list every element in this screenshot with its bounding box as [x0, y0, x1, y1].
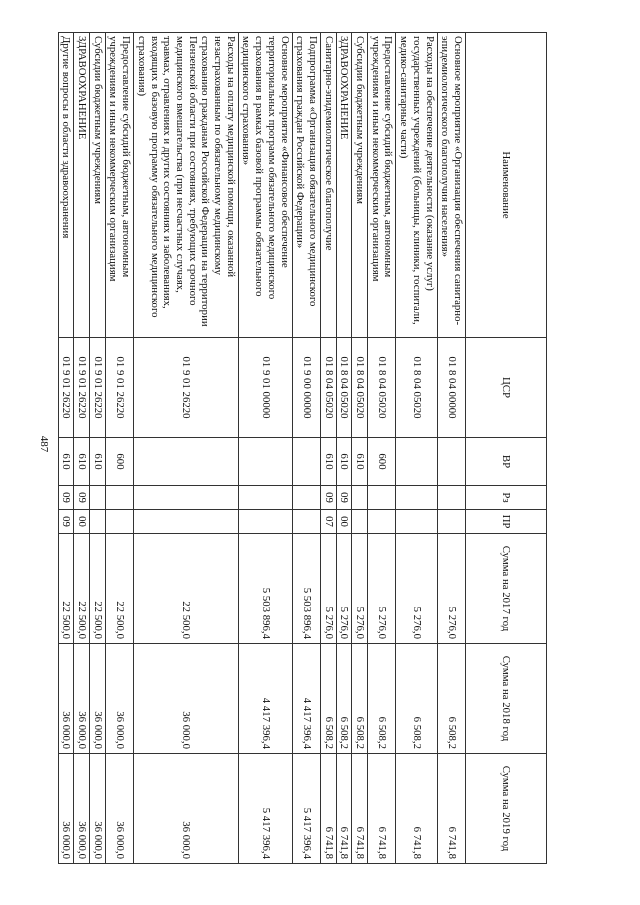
cell-sum-2018: 6 508,2	[368, 644, 396, 754]
cell-csr: 01 9 01 26220	[58, 338, 74, 438]
cell-sum-2019: 6 741,8	[437, 754, 465, 864]
cell-csr: 01 8 04 05020	[352, 338, 368, 438]
cell-rz	[352, 486, 368, 510]
cell-sum-2019: 6 741,8	[352, 754, 368, 864]
cell-vr	[437, 438, 465, 486]
budget-table	[58, 32, 547, 864]
cell-pr	[90, 510, 106, 534]
cell-sum-2017: 22 500,0	[105, 534, 133, 644]
table-row	[352, 33, 368, 864]
table-row	[238, 33, 292, 864]
cell-csr: 01 9 00 00000	[292, 338, 320, 438]
header-vr: ВР	[466, 438, 547, 486]
cell-csr: 01 8 04 05020	[320, 338, 336, 438]
cell-rz	[437, 486, 465, 510]
cell-sum-2017: 5 503 896,4	[238, 534, 292, 644]
cell-pr	[134, 510, 239, 534]
cell-sum-2018: 36 000,0	[105, 644, 133, 754]
cell-sum-2017: 5 503 896,4	[292, 534, 320, 644]
cell-vr: 610	[90, 438, 106, 486]
cell-name: Санитарно-эпидемиологическое благополучие	[320, 33, 336, 338]
cell-rz	[105, 486, 133, 510]
cell-vr	[396, 438, 437, 486]
cell-pr	[352, 510, 368, 534]
cell-name: Основное мероприятие «Организация обеспечения санитарно-эпидемиологического благополучия населения»	[437, 33, 465, 338]
cell-sum-2019: 36 000,0	[58, 754, 74, 864]
cell-rz: 09	[58, 486, 74, 510]
cell-sum-2017: 22 500,0	[134, 534, 239, 644]
cell-pr	[105, 510, 133, 534]
cell-pr	[437, 510, 465, 534]
cell-csr: 01 8 04 05020	[336, 338, 352, 438]
cell-sum-2017: 22 500,0	[58, 534, 74, 644]
cell-name: Предоставление субсидий бюджетным, автономным учреждениям и иным некоммерческим организациям	[105, 33, 133, 338]
cell-vr: 610	[58, 438, 74, 486]
cell-vr: 610	[352, 438, 368, 486]
header-sum-2019: Сумма на 2019 год	[466, 754, 547, 864]
page-number: 487	[38, 435, 50, 453]
table-row	[336, 33, 352, 864]
cell-sum-2019: 5 417 396,4	[238, 754, 292, 864]
cell-pr	[396, 510, 437, 534]
cell-name: ЗДРАВООХРАНЕНИЕ	[336, 33, 352, 338]
table-row	[437, 33, 465, 864]
cell-sum-2018: 6 508,2	[437, 644, 465, 754]
cell-name: Предоставление субсидий бюджетным, автономным учреждениям и иным некоммерческим организациям	[368, 33, 396, 338]
header-csr: ЦСР	[466, 338, 547, 438]
cell-sum-2018: 4 417 396,4	[238, 644, 292, 754]
cell-sum-2018: 6 508,2	[352, 644, 368, 754]
cell-sum-2017: 22 500,0	[90, 534, 106, 644]
cell-sum-2018: 6 508,2	[320, 644, 336, 754]
cell-sum-2019: 36 000,0	[105, 754, 133, 864]
cell-sum-2019: 6 741,8	[336, 754, 352, 864]
cell-sum-2019: 36 000,0	[74, 754, 90, 864]
cell-rz	[292, 486, 320, 510]
cell-name: Субсидии бюджетным учреждениям	[352, 33, 368, 338]
cell-csr: 01 9 01 26220	[74, 338, 90, 438]
cell-vr: 610	[336, 438, 352, 486]
cell-sum-2018: 36 000,0	[90, 644, 106, 754]
cell-rz	[396, 486, 437, 510]
cell-name: Основное мероприятие «Финансовое обеспечение территориальных программ обязательного медицинского страхования в рамках базовой программы обязательного медицинского страхования»	[238, 33, 292, 338]
cell-sum-2018: 36 000,0	[74, 644, 90, 754]
cell-csr: 01 8 04 00000	[437, 338, 465, 438]
cell-pr: 00	[336, 510, 352, 534]
header-sum-2018: Сумма на 2018 год	[466, 644, 547, 754]
cell-sum-2019: 6 741,8	[368, 754, 396, 864]
cell-sum-2019: 5 417 396,4	[292, 754, 320, 864]
cell-sum-2017: 5 276,0	[396, 534, 437, 644]
cell-vr: 610	[320, 438, 336, 486]
cell-vr	[134, 438, 239, 486]
cell-sum-2019: 6 741,8	[396, 754, 437, 864]
cell-pr	[292, 510, 320, 534]
table-row	[368, 33, 396, 864]
cell-name: ЗДРАВООХРАНЕНИЕ	[74, 33, 90, 338]
table-row	[105, 33, 133, 864]
cell-csr: 01 9 01 26220	[105, 338, 133, 438]
cell-csr: 01 9 01 26220	[90, 338, 106, 438]
cell-sum-2017: 5 276,0	[320, 534, 336, 644]
cell-name: Расходы на оплату медицинской помощи, оказанной незастрахованным по обязательному медицинскому страхованию гражданам Российской Федерации на территории Пензенской области при состояниях, требующих срочного медицинского вмешательства (при несчастных случаях, травмах, отравлениях и других состояниях и заболеваниях, входящих в базовую программу обязательного медицинского страхования)	[134, 33, 239, 338]
cell-rz: 09	[320, 486, 336, 510]
table-row	[396, 33, 437, 864]
cell-rz	[134, 486, 239, 510]
cell-vr: 600	[105, 438, 133, 486]
table-row	[292, 33, 320, 864]
cell-sum-2018: 6 508,2	[336, 644, 352, 754]
table-body	[58, 33, 465, 864]
cell-sum-2017: 5 276,0	[352, 534, 368, 644]
cell-csr: 01 9 01 00000	[238, 338, 292, 438]
cell-sum-2017: 5 276,0	[336, 534, 352, 644]
table-row	[90, 33, 106, 864]
cell-pr: 07	[320, 510, 336, 534]
table-row	[74, 33, 90, 864]
cell-sum-2018: 6 508,2	[396, 644, 437, 754]
cell-rz: 09	[336, 486, 352, 510]
cell-csr: 01 9 01 26220	[134, 338, 239, 438]
table-row	[320, 33, 336, 864]
cell-name: Подпрограмма «Организация обязательного медицинского страхования граждан Российской Федерации»	[292, 33, 320, 338]
header-sum-2017: Сумма на 2017 год	[466, 534, 547, 644]
cell-vr: 600	[368, 438, 396, 486]
cell-rz	[238, 486, 292, 510]
table-header-row	[466, 33, 547, 864]
cell-pr: 09	[58, 510, 74, 534]
cell-pr	[368, 510, 396, 534]
cell-rz	[90, 486, 106, 510]
header-pr: ПР	[466, 510, 547, 534]
cell-sum-2019: 6 741,8	[320, 754, 336, 864]
cell-sum-2017: 5 276,0	[437, 534, 465, 644]
cell-vr	[292, 438, 320, 486]
cell-sum-2019: 36 000,0	[90, 754, 106, 864]
cell-vr	[238, 438, 292, 486]
cell-sum-2018: 36 000,0	[58, 644, 74, 754]
header-rz: Рз	[466, 486, 547, 510]
cell-sum-2018: 36 000,0	[134, 644, 239, 754]
cell-name: Расходы на обеспечение деятельности (оказание услуг) государственных учреждений (больницы, клиники, госпитали, медико-санитарные части)	[396, 33, 437, 338]
cell-pr	[238, 510, 292, 534]
table-row	[58, 33, 74, 864]
cell-sum-2017: 22 500,0	[74, 534, 90, 644]
cell-pr: 00	[74, 510, 90, 534]
cell-name: Другие вопросы в области здравоохранения	[58, 33, 74, 338]
cell-csr: 01 8 04 05020	[396, 338, 437, 438]
header-name: Наименование	[466, 33, 547, 338]
cell-name: Субсидии бюджетным учреждениям	[90, 33, 106, 338]
cell-vr: 610	[74, 438, 90, 486]
cell-rz	[368, 486, 396, 510]
cell-sum-2018: 4 417 396,4	[292, 644, 320, 754]
cell-sum-2017: 5 276,0	[368, 534, 396, 644]
cell-csr: 01 8 04 05020	[368, 338, 396, 438]
cell-sum-2019: 36 000,0	[134, 754, 239, 864]
cell-rz: 09	[74, 486, 90, 510]
table-row	[134, 33, 239, 864]
